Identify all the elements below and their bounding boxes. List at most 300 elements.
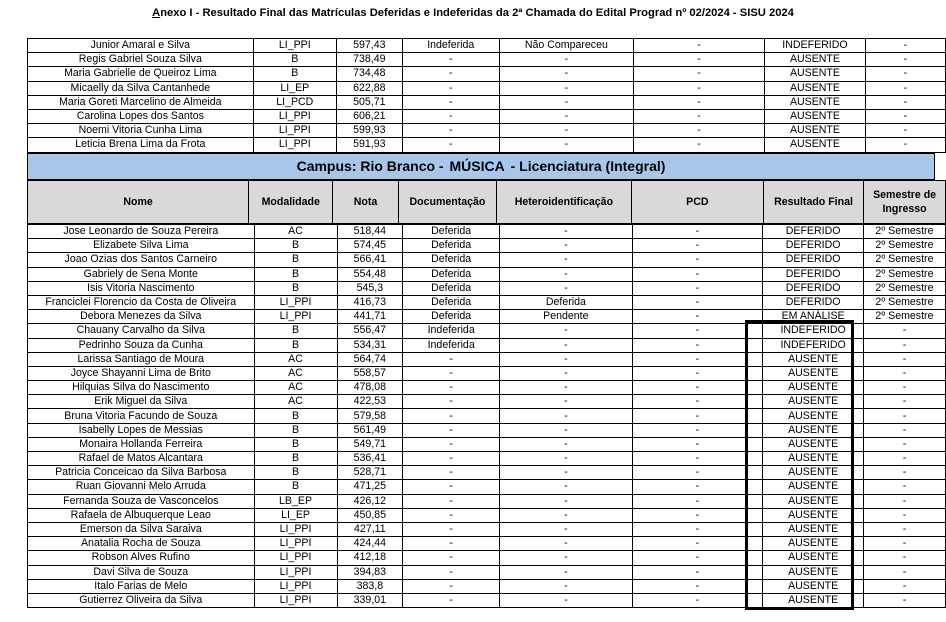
table-row <box>28 423 946 437</box>
cell-heteroidentificacao: - <box>500 480 632 494</box>
cell-documentacao: Indeferida <box>403 324 500 338</box>
cell-nome: Jose Leonardo de Souza Pereira <box>28 225 255 239</box>
cell-modalidade: LI_PPI <box>253 138 336 152</box>
cell-heteroidentificacao: - <box>500 409 632 423</box>
cell-modalidade: LI_PPI <box>253 109 336 123</box>
cell-documentacao: - <box>402 124 499 138</box>
cell-nota: 422,53 <box>337 395 403 409</box>
cell-documentacao: - <box>403 494 500 508</box>
cell-resultado-final: AUSENTE <box>763 452 864 466</box>
cell-documentacao: - <box>402 81 499 95</box>
cell-pcd: - <box>632 381 763 395</box>
cell-nome: Hilquias Silva do Nascimento <box>28 381 255 395</box>
cell-resultado-final: AUSENTE <box>763 437 864 451</box>
cell-pcd: - <box>632 352 763 366</box>
cell-documentacao: - <box>403 452 500 466</box>
header-nota: Nota <box>333 181 399 224</box>
cell-documentacao: - <box>403 579 500 593</box>
cell-resultado-final: AUSENTE <box>765 109 866 123</box>
cell-nota: 597,43 <box>336 39 402 53</box>
cell-pcd: - <box>632 253 763 267</box>
cell-nota: 556,47 <box>337 324 403 338</box>
cell-pcd: - <box>632 338 763 352</box>
cell-heteroidentificacao: - <box>499 81 633 95</box>
cell-semestre: - <box>865 124 945 138</box>
cell-pcd: - <box>632 281 763 295</box>
cell-pcd: - <box>632 423 763 437</box>
cell-modalidade: LI_PPI <box>253 124 336 138</box>
cell-heteroidentificacao: - <box>500 281 632 295</box>
cell-semestre: - <box>863 437 945 451</box>
cell-resultado-final: AUSENTE <box>763 579 864 593</box>
table-row <box>28 109 946 123</box>
cell-nota: 579,58 <box>337 409 403 423</box>
cell-nota: 412,18 <box>337 551 403 565</box>
cell-modalidade: B <box>254 324 337 338</box>
table-row <box>28 338 946 352</box>
cell-documentacao: - <box>402 138 499 152</box>
cell-documentacao: Deferida <box>403 225 500 239</box>
cell-documentacao: - <box>403 395 500 409</box>
table-row <box>28 267 946 281</box>
cell-modalidade: B <box>254 338 337 352</box>
cell-modalidade: B <box>254 281 337 295</box>
cell-modalidade: LI_PPI <box>254 579 337 593</box>
cell-modalidade: AC <box>254 352 337 366</box>
cell-nome: Robson Alves Rufino <box>28 551 255 565</box>
table-row <box>28 437 946 451</box>
cell-modalidade: LI_EP <box>254 508 337 522</box>
table-row <box>28 225 946 239</box>
cell-heteroidentificacao: - <box>499 109 633 123</box>
cell-documentacao: Indeferida <box>402 39 499 53</box>
cell-semestre: - <box>863 508 945 522</box>
cell-nome: Italo Farias de Melo <box>28 579 255 593</box>
cell-nome: Noemi Vitoria Cunha Lima <box>28 124 254 138</box>
cell-resultado-final: INDEFERIDO <box>763 338 864 352</box>
cell-heteroidentificacao: - <box>500 366 632 380</box>
cell-modalidade: LI_PPI <box>254 522 337 536</box>
cell-documentacao: - <box>403 366 500 380</box>
table-row <box>28 366 946 380</box>
header-semestre-line1: Semestre de <box>873 189 937 201</box>
table-row <box>28 253 946 267</box>
cell-modalidade: B <box>254 466 337 480</box>
cell-heteroidentificacao: - <box>500 593 632 607</box>
cell-pcd: - <box>632 522 763 536</box>
header-pcd: PCD <box>631 181 763 224</box>
cell-semestre: - <box>863 551 945 565</box>
cell-pcd: - <box>632 466 763 480</box>
cell-documentacao: - <box>402 95 499 109</box>
header-semestre-ingresso <box>864 181 946 224</box>
cell-resultado-final: AUSENTE <box>763 494 864 508</box>
cell-resultado-final: DEFERIDO <box>763 267 864 281</box>
table-row <box>28 565 946 579</box>
cell-nota: 734,48 <box>336 67 402 81</box>
cell-pcd: - <box>632 267 763 281</box>
header-resultado-final: Resultado Final <box>763 181 863 224</box>
cell-semestre: - <box>863 395 945 409</box>
cell-modalidade: LI_PPI <box>254 537 337 551</box>
cell-documentacao: Deferida <box>403 253 500 267</box>
cell-resultado-final: AUSENTE <box>763 522 864 536</box>
table-row <box>28 395 946 409</box>
cell-modalidade: LI_PPI <box>254 295 337 309</box>
cell-resultado-final: INDEFERIDO <box>763 324 864 338</box>
cell-nota: 554,48 <box>337 267 403 281</box>
cell-pcd: - <box>632 551 763 565</box>
cell-nota: 561,49 <box>337 423 403 437</box>
table-row <box>28 281 946 295</box>
cell-nota: 383,8 <box>337 579 403 593</box>
cell-heteroidentificacao: - <box>500 452 632 466</box>
table-row <box>28 39 946 53</box>
cell-modalidade: AC <box>254 381 337 395</box>
cell-pcd: - <box>632 225 763 239</box>
table-row <box>28 579 946 593</box>
cell-modalidade: LI_PPI <box>254 593 337 607</box>
cell-resultado-final: AUSENTE <box>763 551 864 565</box>
cell-pcd: - <box>633 138 764 152</box>
cell-modalidade: LI_EP <box>253 81 336 95</box>
cell-nome: Ruan Giovanni Melo Arruda <box>28 480 255 494</box>
cell-documentacao: - <box>403 466 500 480</box>
cell-documentacao: - <box>403 381 500 395</box>
cell-nota: 574,45 <box>337 239 403 253</box>
cell-nome: Maria Gabrielle de Queiroz Lima <box>28 67 254 81</box>
cell-semestre: - <box>863 537 945 551</box>
cell-nota: 426,12 <box>337 494 403 508</box>
cell-documentacao: Deferida <box>403 239 500 253</box>
cell-nota: 606,21 <box>336 109 402 123</box>
table-row <box>28 239 946 253</box>
cell-nota: 564,74 <box>337 352 403 366</box>
cell-heteroidentificacao: Não Compareceu <box>499 39 633 53</box>
column-header-table <box>27 180 946 224</box>
table-row <box>28 124 946 138</box>
cell-documentacao: - <box>402 53 499 67</box>
cell-modalidade: B <box>254 239 337 253</box>
cell-modalidade: LI_PCD <box>253 95 336 109</box>
table-row <box>28 310 946 324</box>
cell-semestre: - <box>865 39 945 53</box>
cell-pcd: - <box>633 124 764 138</box>
cell-semestre: 2º Semestre <box>863 310 945 324</box>
cell-nome: Gutierrez Oliveira da Silva <box>28 593 255 607</box>
cell-semestre: 2º Semestre <box>863 267 945 281</box>
cell-resultado-final: DEFERIDO <box>763 239 864 253</box>
cell-heteroidentificacao: - <box>500 551 632 565</box>
cell-documentacao: - <box>403 522 500 536</box>
cell-semestre: - <box>863 466 945 480</box>
table-row <box>28 537 946 551</box>
cell-nota: 536,41 <box>337 452 403 466</box>
header-semestre-line2: Ingresso <box>882 203 927 215</box>
table-row <box>28 593 946 607</box>
table-row <box>28 295 946 309</box>
cell-nota: 427,11 <box>337 522 403 536</box>
header-documentacao: Documentação <box>398 181 496 224</box>
cell-pcd: - <box>632 239 763 253</box>
cell-modalidade: B <box>254 480 337 494</box>
cell-heteroidentificacao: - <box>500 437 632 451</box>
cell-heteroidentificacao: - <box>500 522 632 536</box>
cell-nota: 518,44 <box>337 225 403 239</box>
cell-heteroidentificacao: - <box>499 95 633 109</box>
cell-nota: 566,41 <box>337 253 403 267</box>
cell-heteroidentificacao: - <box>500 494 632 508</box>
cell-nota: 394,83 <box>337 565 403 579</box>
cell-nome: Chauany Carvalho da Silva <box>28 324 255 338</box>
cell-modalidade: LI_PPI <box>253 39 336 53</box>
cell-heteroidentificacao: - <box>499 53 633 67</box>
table-row <box>28 67 946 81</box>
cell-resultado-final: AUSENTE <box>763 423 864 437</box>
cell-pcd: - <box>632 409 763 423</box>
cell-resultado-final: AUSENTE <box>765 81 866 95</box>
cell-heteroidentificacao: - <box>500 352 632 366</box>
cell-semestre: 2º Semestre <box>863 253 945 267</box>
cell-nota: 622,88 <box>336 81 402 95</box>
cell-resultado-final: AUSENTE <box>765 124 866 138</box>
cell-nota: 558,57 <box>337 366 403 380</box>
cell-nome: Leticia Brena Lima da Frota <box>28 138 254 152</box>
cell-semestre: - <box>863 579 945 593</box>
cell-pcd: - <box>632 508 763 522</box>
cell-nome: Larissa Santiago de Moura <box>28 352 255 366</box>
cell-documentacao: - <box>403 352 500 366</box>
table-row <box>28 352 946 366</box>
cell-heteroidentificacao: - <box>500 225 632 239</box>
cell-semestre: 2º Semestre <box>863 281 945 295</box>
cell-nome: Regis Gabriel Souza Silva <box>28 53 254 67</box>
cell-documentacao: - <box>403 551 500 565</box>
cell-documentacao: Deferida <box>403 281 500 295</box>
campus-course-header <box>27 153 935 180</box>
cell-pcd: - <box>632 537 763 551</box>
cell-resultado-final: AUSENTE <box>763 565 864 579</box>
cell-nome: Isabelly Lopes de Messias <box>28 423 255 437</box>
cell-heteroidentificacao: - <box>500 508 632 522</box>
cell-documentacao: Indeferida <box>403 338 500 352</box>
table-row <box>28 480 946 494</box>
table-row <box>28 381 946 395</box>
cell-resultado-final: AUSENTE <box>763 409 864 423</box>
previous-course-rows <box>28 39 946 153</box>
cell-nome: Isis Vitoria Nascimento <box>28 281 255 295</box>
cell-semestre: - <box>865 138 945 152</box>
cell-resultado-final: AUSENTE <box>763 480 864 494</box>
cell-heteroidentificacao: - <box>500 253 632 267</box>
cell-nome: Rafaela de Albuquerque Leao <box>28 508 255 522</box>
cell-pcd: - <box>632 494 763 508</box>
cell-pcd: - <box>633 67 764 81</box>
cell-nome: Patricia Conceicao da Silva Barbosa <box>28 466 255 480</box>
cell-resultado-final: EM ANÁLISE <box>763 310 864 324</box>
cell-nota: 471,25 <box>337 480 403 494</box>
cell-modalidade: LB_EP <box>254 494 337 508</box>
table-row <box>28 551 946 565</box>
cell-heteroidentificacao: - <box>500 395 632 409</box>
table-row <box>28 508 946 522</box>
cell-semestre: - <box>865 95 945 109</box>
cell-heteroidentificacao: - <box>500 423 632 437</box>
cell-semestre: - <box>863 494 945 508</box>
cell-pcd: - <box>632 295 763 309</box>
cell-resultado-final: AUSENTE <box>763 593 864 607</box>
cell-semestre: - <box>863 366 945 380</box>
cell-resultado-final: AUSENTE <box>765 138 866 152</box>
cell-heteroidentificacao: - <box>499 124 633 138</box>
cell-semestre: - <box>863 565 945 579</box>
cell-semestre: 2º Semestre <box>863 239 945 253</box>
cell-nome: Franciclei Florencio da Costa de Oliveira <box>28 295 255 309</box>
cell-pcd: - <box>632 593 763 607</box>
cell-resultado-final: INDEFERIDO <box>765 39 866 53</box>
cell-nota: 424,44 <box>337 537 403 551</box>
cell-nota: 549,71 <box>337 437 403 451</box>
cell-nome: Emerson da Silva Saraiva <box>28 522 255 536</box>
cell-pcd: - <box>632 565 763 579</box>
cell-resultado-final: AUSENTE <box>765 95 866 109</box>
cell-documentacao: - <box>403 508 500 522</box>
cell-nome: Gabriely de Sena Monte <box>28 267 255 281</box>
cell-semestre: 2º Semestre <box>863 225 945 239</box>
cell-nome: Junior Amaral e Silva <box>28 39 254 53</box>
cell-modalidade: LI_PPI <box>254 551 337 565</box>
cell-pcd: - <box>632 324 763 338</box>
cell-modalidade: B <box>254 267 337 281</box>
table-row <box>28 409 946 423</box>
cell-pcd: - <box>632 310 763 324</box>
cell-nota: 339,01 <box>337 593 403 607</box>
cell-nota: 441,71 <box>337 310 403 324</box>
cell-nome: Anatalia Rocha de Souza <box>28 537 255 551</box>
cell-resultado-final: DEFERIDO <box>763 295 864 309</box>
cell-nota: 738,49 <box>336 53 402 67</box>
cell-nome: Erik Miguel da Silva <box>28 395 255 409</box>
cell-modalidade: AC <box>254 366 337 380</box>
cell-documentacao: - <box>402 67 499 81</box>
cell-modalidade: B <box>254 452 337 466</box>
cell-nome: Carolina Lopes dos Santos <box>28 109 254 123</box>
cell-heteroidentificacao: - <box>500 381 632 395</box>
title-text: nexo I - Resultado Final das Matrículas Deferidas e Indeferidas da 2ª Chamada do Edital Prograd nº 02/2024 - SISU 2024 <box>160 7 794 19</box>
cell-modalidade: AC <box>254 395 337 409</box>
header-modalidade: Modalidade <box>249 181 333 224</box>
header-heteroidentificacao: Heteroidentificação <box>497 181 632 224</box>
cell-semestre: - <box>863 381 945 395</box>
cell-modalidade: B <box>253 53 336 67</box>
cell-heteroidentificacao: - <box>500 239 632 253</box>
cell-resultado-final: AUSENTE <box>763 352 864 366</box>
cell-heteroidentificacao: - <box>500 267 632 281</box>
cell-nome: Monaira Hollanda Ferreira <box>28 437 255 451</box>
table-row <box>28 522 946 536</box>
musica-results-table <box>27 224 946 608</box>
cell-nota: 528,71 <box>337 466 403 480</box>
cell-pcd: - <box>632 437 763 451</box>
cell-nome: Pedrinho Souza da Cunha <box>28 338 255 352</box>
cell-resultado-final: AUSENTE <box>763 381 864 395</box>
cell-modalidade: B <box>253 67 336 81</box>
course-type-label: - Licenciatura (Integral) <box>506 158 666 174</box>
cell-heteroidentificacao: - <box>499 138 633 152</box>
table-row <box>28 452 946 466</box>
cell-pcd: - <box>633 53 764 67</box>
cell-nome: Davi Silva de Souza <box>28 565 255 579</box>
cell-resultado-final: DEFERIDO <box>763 225 864 239</box>
cell-documentacao: - <box>403 593 500 607</box>
cell-pcd: - <box>633 109 764 123</box>
cell-semestre: - <box>863 324 945 338</box>
table-row <box>28 466 946 480</box>
cell-semestre: - <box>863 338 945 352</box>
title-first-letter: A <box>152 7 161 19</box>
cell-nota: 545,3 <box>337 281 403 295</box>
cell-resultado-final: AUSENTE <box>765 67 866 81</box>
cell-resultado-final: AUSENTE <box>763 366 864 380</box>
table-row <box>28 81 946 95</box>
cell-nome: Micaelly da Silva Cantanhede <box>28 81 254 95</box>
cell-pcd: - <box>632 395 763 409</box>
cell-semestre: - <box>865 53 945 67</box>
cell-nome: Elizabete Silva Lima <box>28 239 255 253</box>
cell-heteroidentificacao: Pendente <box>500 310 632 324</box>
cell-documentacao: Deferida <box>403 267 500 281</box>
cell-modalidade: AC <box>254 225 337 239</box>
cell-modalidade: LI_PPI <box>254 565 337 579</box>
cell-semestre: - <box>863 480 945 494</box>
cell-resultado-final: AUSENTE <box>763 395 864 409</box>
cell-nome: Rafael de Matos Alcantara <box>28 452 255 466</box>
cell-documentacao: - <box>403 409 500 423</box>
cell-resultado-final: DEFERIDO <box>763 253 864 267</box>
cell-documentacao: - <box>403 537 500 551</box>
table-row <box>28 324 946 338</box>
cell-resultado-final: DEFERIDO <box>763 281 864 295</box>
cell-documentacao: - <box>403 437 500 451</box>
table-row <box>28 95 946 109</box>
cell-semestre: - <box>865 81 945 95</box>
cell-heteroidentificacao: Deferida <box>500 295 632 309</box>
cell-nome: Maria Goreti Marcelino de Almeida <box>28 95 254 109</box>
cell-pcd: - <box>632 579 763 593</box>
cell-semestre: - <box>863 352 945 366</box>
cell-semestre: - <box>865 67 945 81</box>
cell-nome: Joao Ozias dos Santos Carneiro <box>28 253 255 267</box>
course-name-highlight: MÚSICA <box>449 158 505 174</box>
cell-documentacao: - <box>403 565 500 579</box>
cell-resultado-final: AUSENTE <box>763 537 864 551</box>
cell-resultado-final: AUSENTE <box>765 53 866 67</box>
cell-modalidade: LI_PPI <box>254 310 337 324</box>
cell-pcd: - <box>633 81 764 95</box>
cell-resultado-final: AUSENTE <box>763 508 864 522</box>
cell-documentacao: - <box>403 480 500 494</box>
cell-nome: Bruna Vitoria Facundo de Souza <box>28 409 255 423</box>
cell-heteroidentificacao: - <box>500 537 632 551</box>
cell-nota: 534,31 <box>337 338 403 352</box>
cell-documentacao: - <box>402 109 499 123</box>
previous-course-table <box>27 38 946 153</box>
cell-resultado-final: AUSENTE <box>763 466 864 480</box>
cell-pcd: - <box>633 95 764 109</box>
cell-semestre: - <box>863 409 945 423</box>
cell-heteroidentificacao: - <box>500 338 632 352</box>
cell-semestre: - <box>863 593 945 607</box>
